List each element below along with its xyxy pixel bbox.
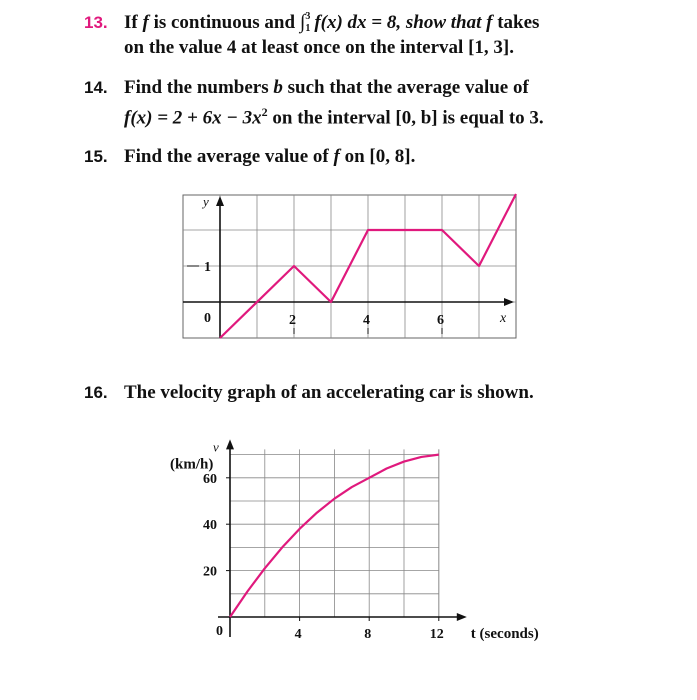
x-tick-label: 4 — [363, 313, 370, 328]
problem-13-text: is continuous and — [148, 12, 300, 33]
x-tick-label: 4 — [294, 627, 302, 642]
origin-label: 0 — [216, 624, 223, 639]
y-tick-label: 60 — [203, 471, 217, 487]
exponent: 2 — [261, 105, 268, 119]
problem-15-text: on [0, 8]. — [339, 146, 416, 167]
y-tick-label: 1 — [204, 260, 211, 275]
x-axis-arrow — [504, 298, 514, 306]
problem-number: 15. — [84, 147, 108, 166]
problem-13-line-2: on the value 4 at least once on the interval [1, 3]. — [124, 37, 514, 58]
variable-b: b — [273, 77, 283, 98]
y-tick-label: 40 — [203, 518, 217, 534]
x-tick-label: 8 — [364, 627, 372, 642]
function-symbol: f — [486, 12, 493, 33]
function-definition: f(x) = 2 + 6x − 3x — [124, 107, 262, 129]
problem-number: 13. — [84, 13, 108, 32]
x-tick-label: 12 — [429, 627, 444, 642]
function-symbol: f — [333, 146, 340, 167]
y-axis-arrow — [216, 196, 224, 206]
function-symbol: f — [142, 12, 149, 33]
integral-lower-limit: 1 — [305, 22, 311, 34]
x-tick-label: 6 — [437, 313, 444, 328]
problem-14-text: Find the numbers — [124, 77, 274, 98]
problem-14-text: such that the average value of — [282, 77, 529, 98]
x-axis-arrow — [457, 613, 467, 621]
x-axis-label: t (seconds) — [470, 626, 539, 642]
integral-upper-limit: 3 — [305, 10, 311, 22]
problem-number: 16. — [84, 383, 108, 402]
origin-label: 0 — [204, 311, 211, 326]
integral-sign: ∫ — [299, 11, 306, 33]
problem-13-text: takes — [492, 12, 540, 33]
y-tick-label: 20 — [203, 564, 217, 580]
problem-13-text: If — [124, 12, 143, 33]
integrand: f(x) dx = 8, show that — [314, 12, 487, 33]
problem-15-text: Find the average value of — [124, 146, 334, 167]
y-axis-label: y — [203, 194, 209, 209]
problem-number: 14. — [84, 78, 108, 97]
y-axis-label: v — [213, 439, 219, 455]
y-axis-unit: (km/h) — [170, 456, 214, 473]
x-axis-label: x — [500, 311, 507, 326]
problem-16-line: The velocity graph of an accelerating car is shown. — [124, 382, 534, 403]
x-tick-label: 2 — [289, 313, 296, 328]
y-axis-arrow — [226, 439, 234, 449]
problem-14-text: on the interval [0, b] is equal to 3. — [267, 107, 544, 129]
